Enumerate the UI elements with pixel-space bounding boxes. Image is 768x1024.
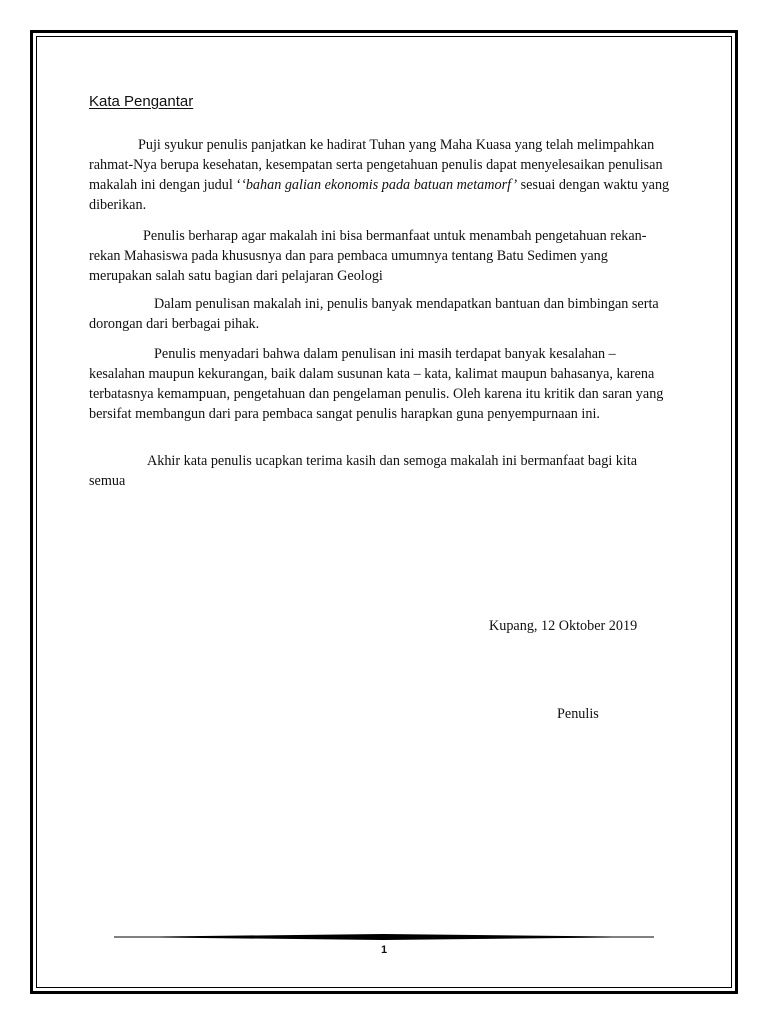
paragraph-4-text: Penulis menyadari bahwa dalam penulisan ini masih terdapat banyak kesalahan – kesalahan maupun kekurangan, baik dalam susunan kata – kata, kalimat maupun bahasanya, karena terbatasnya kemampuan, pengetahuan dan pengelaman penulis. Oleh karena itu kritik dan saran yang bersifat membangun dari para pembaca sangat penulis harapkan guna penyempurnaan ini. bbox=[89, 346, 664, 422]
paragraph-3-text: Dalam penulisan makalah ini, penulis banyak mendapatkan bantuan dan bimbingan serta dorongan dari berbagai pihak. bbox=[89, 296, 659, 332]
paragraph-2-text: Penulis berharap agar makalah ini bisa bermanfaat untuk menambah pengetahuan rekan-rekan Mahasiswa pada khususnya dan para pembaca umumnya tentang Batu Sedimen yang merupakan salah satu bagian dari pelajaran Geologi bbox=[89, 228, 647, 284]
paragraph-3 bbox=[89, 294, 674, 334]
place-date: Kupang, 12 Oktober 2019 bbox=[489, 618, 638, 634]
paragraph-4 bbox=[89, 344, 674, 424]
author-signature-label: Penulis bbox=[557, 706, 599, 722]
paragraph-5 bbox=[89, 451, 674, 491]
paper-title-italic: ‘bahan galian ekonomis pada batuan metamorf’ bbox=[241, 177, 518, 193]
paragraph-5-text: Akhir kata penulis ucapkan terima kasih dan semoga makalah ini bermanfaat bagi kita semua bbox=[89, 453, 638, 489]
paragraph-1-ending: sesuai dengan waktu yang diberikan. bbox=[89, 177, 670, 213]
footer-divider bbox=[114, 933, 654, 941]
paragraph-1-text: Puji syukur penulis panjatkan ke hadirat Tuhan yang Maha Kuasa yang telah melimpahkan rahmat-Nya berupa kesehatan, kesempatan serta pengetahuan penulis dapat menyelesaikan penulisan makalah ini dengan judul ‘ bbox=[89, 137, 663, 193]
paragraph-1 bbox=[89, 135, 674, 215]
page-number: 1 bbox=[380, 944, 388, 956]
page-title: Kata Pengantar bbox=[89, 93, 194, 110]
paragraph-2 bbox=[89, 226, 674, 286]
